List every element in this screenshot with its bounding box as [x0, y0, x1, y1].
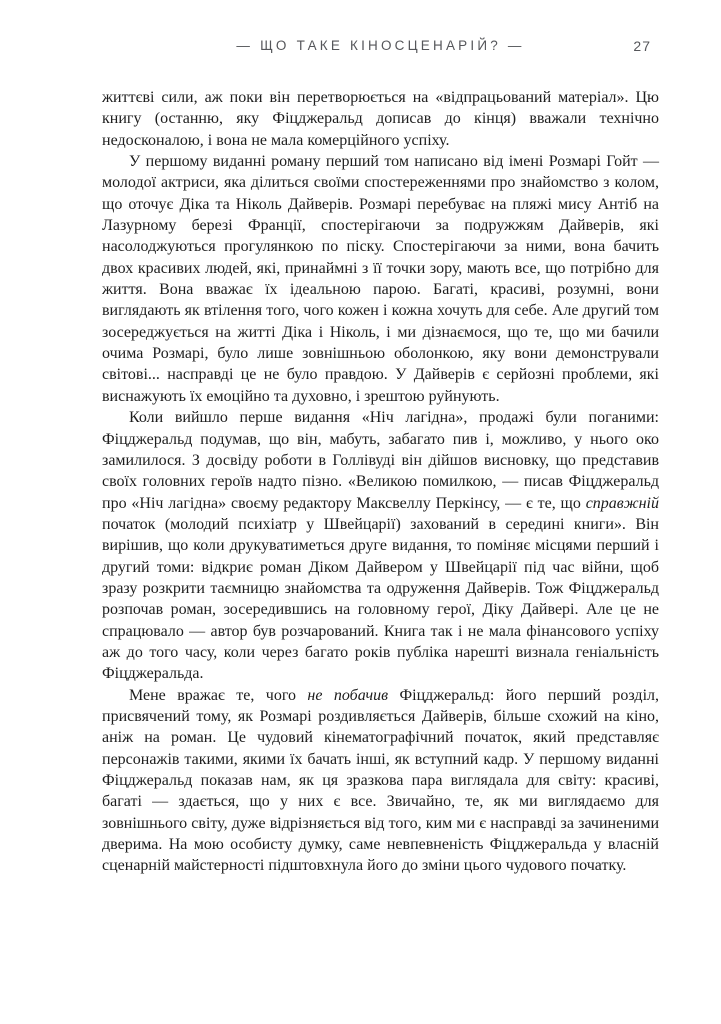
text-run: Мене вражає те, чого: [129, 686, 308, 704]
paragraph: [102, 151, 659, 407]
text-run: Коли вийшло перше видання «Ніч лагідна», продажі були поганими: Фіцджеральд подумав, що він, мабуть, забагато пив і, можливо, у нього око замилилося. З досвіду роботи в Голлівуді він дійшов висновку, що представив своїх головних героїв надто пізно. «Великою помилкою, — писав Фіцджеральд про «Ніч лагідна» своєму редактору Максвеллу Перкінсу, — є те, що: [102, 409, 659, 512]
text-run: Фіцджеральд: його перший розділ, присвячений тому, як Розмарі роздивляється Дайверів, більше схожий на кіно, аніж на роман. Це чудовий кінематографічний початок, який представляє персонажів такими, якими їх бачать інші, як вступний кадр. У першому виданні Фіцджеральд показав нам, як ця зразкова пара виглядала для світу: красиві, багаті — здається, що у них є все. Звичайно, те, як ми виглядаємо для зовнішнього світу, дуже відрізняється від того, ким ми є насправді за зачиненими дверима. На мою особисту думку, саме невпевненість Фіцджеральда у власній сценарній майстерності підштовхнула його до зміни цього чудового початку.: [102, 686, 660, 875]
running-header: [102, 38, 659, 58]
paragraph: [102, 407, 659, 684]
text-run: життєві сили, аж поки він перетворюється на «відпрацьований матеріал». Цю книгу (останню, яку Фіцджеральд дописав до кінця) вважали технічно недосконалою, і вона не мала комерційного успіху.: [102, 89, 659, 149]
chapter-running-title: — ЩО ТАКЕ КІНОСЦЕНАРІЙ? —: [236, 38, 525, 53]
italic-text-run: справжній: [585, 494, 659, 512]
paragraph: [102, 685, 659, 877]
body-text: [102, 87, 659, 877]
text-run: У першому виданні роману перший том написано від імені Розмарі Гойт — молодої актриси, яка ділиться своїми спостереженнями про знайомство з колом, що оточує Діка та Ніколь Дайверів. Розмарі перебуває на пляжі мису Антіб на Лазурному березі Франції, спостерігаючи за подружжям Дайверів, які насолоджуються прогулянкою по піску. Спостерігаючи за ними, вона бачить двох красивих людей, які, принаймні з її точки зору, мають все, що потрібно для життя. Вона вважає їх ідеальною парою. Багаті, красиві, розумні, вони виглядають як втілення того, чого кожен і кожна хочуть для себе. Але другий том зосереджується на житті Діка і Ніколь, і ми дізнаємося, що те, що ми бачили очима Розмарі, було лише зовнішньою оболонкою, яку вони демонстрували світові... насправді це не було правдою. У Дайверів є серйозні проблеми, які виснажують їх емоційно та духовно, і зрештою руйнують.: [102, 153, 659, 405]
italic-text-run: не побачив: [307, 686, 389, 704]
text-run: початок (молодий психіатр у Швейцарії) захований в середині книги». Він вирішив, що коли друкуватиметься друге видання, то поміняє місцями перший і другий томи: відкриє роман Діком Дайвером у Швейцарії під час війни, щоб зразу розкрити таємницю знайомства та одруження Дайверів. Тож Фіцджеральд розпочав роман, зосередившись на головному герої, Діку Дайвері. Але це не спрацювало — автор був розчарований. Книга так і не мала фінансового успіху аж до того часу, коли через багато років публіка нарешті визнала геніальність Фіцджеральда.: [102, 515, 659, 683]
paragraph: [102, 87, 659, 151]
page-number: 27: [633, 38, 651, 54]
